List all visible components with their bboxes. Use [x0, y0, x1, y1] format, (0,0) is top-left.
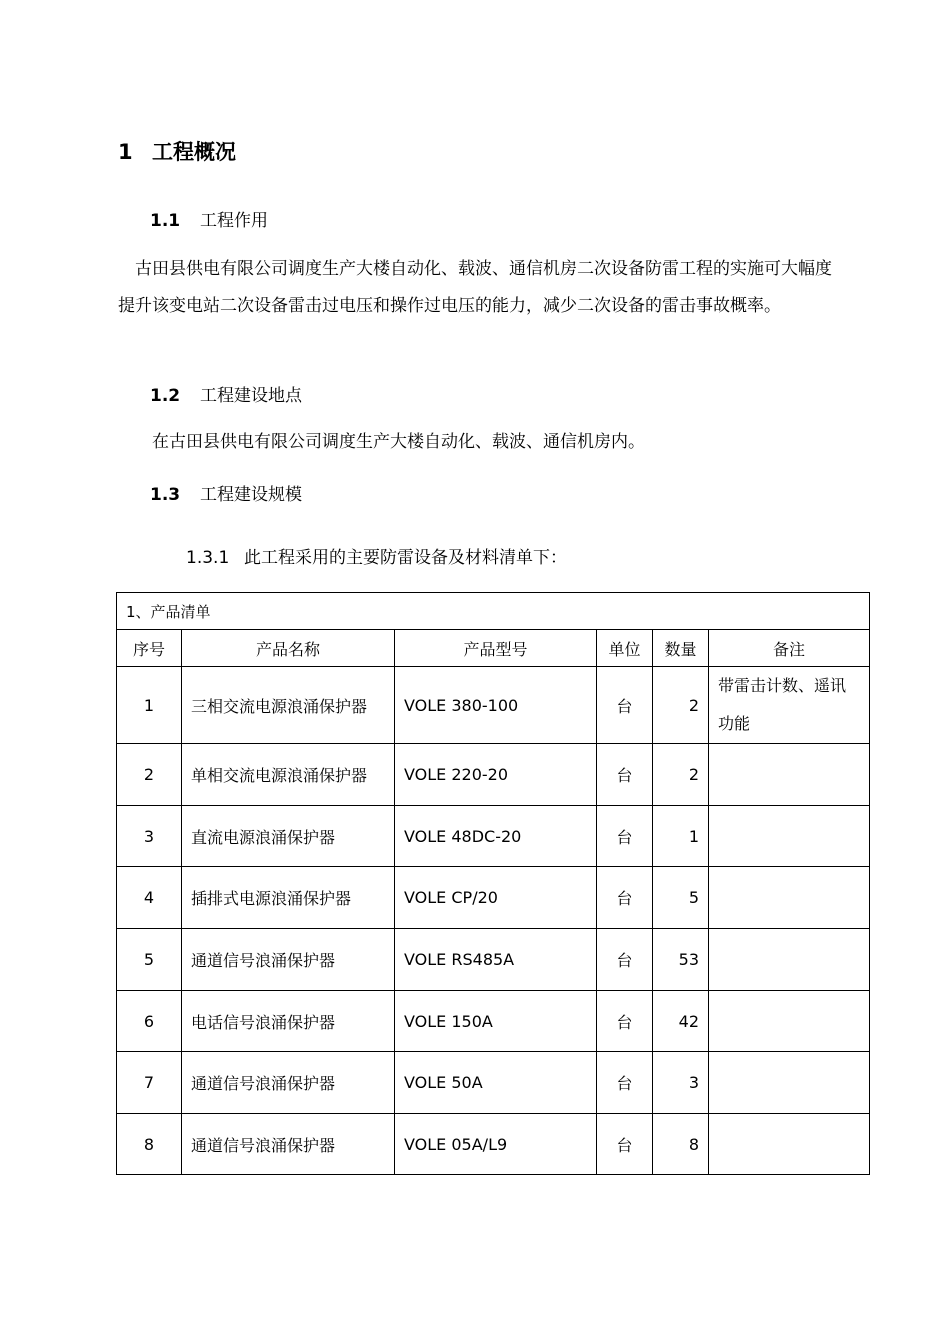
- subsection-number: 1.3: [150, 485, 181, 505]
- cell-unit: 台: [597, 1052, 653, 1114]
- paragraph-purpose: 古田县供电有限公司调度生产大楼自动化、载波、通信机房二次设备防雷工程的实施可大幅度提升该变电站二次设备雷击过电压和操作过电压的能力，减少二次设备的雷击事故概率。: [118, 259, 832, 316]
- header-name: 产品名称: [182, 630, 395, 667]
- cell-seq: 6: [117, 991, 182, 1052]
- header-model: 产品型号: [395, 630, 597, 667]
- cell-model: VOLE 220-20: [395, 744, 597, 806]
- table-row: [117, 991, 870, 1052]
- cell-name: 直流电源浪涌保护器: [182, 806, 395, 867]
- cell-unit: 台: [597, 1114, 653, 1175]
- cell-unit: 台: [597, 929, 653, 991]
- table-row: [117, 867, 870, 929]
- cell-model: VOLE 48DC-20: [395, 806, 597, 867]
- cell-unit: 台: [597, 667, 653, 744]
- subsection-title: 工程建设地点: [200, 386, 302, 406]
- cell-note: [709, 1114, 870, 1175]
- table-caption: 1、产品清单: [117, 593, 870, 630]
- cell-note: [709, 929, 870, 991]
- cell-name: 通道信号浪涌保护器: [182, 929, 395, 991]
- cell-name: 通道信号浪涌保护器: [182, 1114, 395, 1175]
- cell-name: 通道信号浪涌保护器: [182, 1052, 395, 1114]
- table-row: [117, 929, 870, 991]
- cell-note: [709, 744, 870, 806]
- section-heading: [118, 136, 236, 166]
- table-row: [117, 806, 870, 867]
- table-header-row: [117, 630, 870, 667]
- product-list-table: [116, 592, 870, 1175]
- cell-unit: 台: [597, 991, 653, 1052]
- cell-unit: 台: [597, 806, 653, 867]
- cell-qty: 2: [653, 667, 709, 744]
- subsection-title: 工程作用: [200, 211, 268, 231]
- subsection-heading-1-3: [150, 480, 302, 505]
- table-caption-row: [117, 593, 870, 630]
- table-row: [117, 744, 870, 806]
- cell-seq: 8: [117, 1114, 182, 1175]
- cell-qty: 53: [653, 929, 709, 991]
- cell-note: [709, 867, 870, 929]
- cell-note: 带雷击计数、遥讯功能: [709, 667, 870, 744]
- cell-seq: 2: [117, 744, 182, 806]
- header-unit: 单位: [597, 630, 653, 667]
- table-row: [117, 667, 870, 744]
- cell-seq: 4: [117, 867, 182, 929]
- header-qty: 数量: [653, 630, 709, 667]
- cell-model: VOLE RS485A: [395, 929, 597, 991]
- cell-model: VOLE CP/20: [395, 867, 597, 929]
- cell-qty: 8: [653, 1114, 709, 1175]
- subsection-title: 工程建设规模: [200, 485, 302, 505]
- cell-note: [709, 806, 870, 867]
- header-seq: 序号: [117, 630, 182, 667]
- cell-seq: 7: [117, 1052, 182, 1114]
- subsection-number: 1.1: [150, 211, 181, 231]
- subsubsection-title: 此工程采用的主要防雷设备及材料清单下：: [244, 548, 567, 568]
- cell-seq: 1: [117, 667, 182, 744]
- cell-unit: 台: [597, 744, 653, 806]
- cell-qty: 3: [653, 1052, 709, 1114]
- cell-qty: 5: [653, 867, 709, 929]
- paragraph-location: 在古田县供电有限公司调度生产大楼自动化、载波、通信机房内。: [118, 432, 645, 452]
- header-note: 备注: [709, 630, 870, 667]
- cell-name: 插排式电源浪涌保护器: [182, 867, 395, 929]
- cell-name: 电话信号浪涌保护器: [182, 991, 395, 1052]
- subsubsection-heading-1-3-1: [186, 543, 567, 568]
- cell-qty: 1: [653, 806, 709, 867]
- cell-qty: 2: [653, 744, 709, 806]
- cell-name: 单相交流电源浪涌保护器: [182, 744, 395, 806]
- cell-model: VOLE 150A: [395, 991, 597, 1052]
- cell-note: [709, 1052, 870, 1114]
- section-title: 工程概况: [152, 140, 236, 164]
- cell-qty: 42: [653, 991, 709, 1052]
- section-number: 1: [118, 140, 133, 164]
- cell-note: [709, 991, 870, 1052]
- cell-seq: 3: [117, 806, 182, 867]
- cell-unit: 台: [597, 867, 653, 929]
- table-row: [117, 1052, 870, 1114]
- subsection-heading-1-1: [150, 206, 268, 231]
- subsection-heading-1-2: [150, 381, 302, 406]
- cell-model: VOLE 50A: [395, 1052, 597, 1114]
- cell-seq: 5: [117, 929, 182, 991]
- subsubsection-number: 1.3.1: [186, 548, 230, 568]
- table-row: [117, 1114, 870, 1175]
- cell-model: VOLE 380-100: [395, 667, 597, 744]
- cell-name: 三相交流电源浪涌保护器: [182, 667, 395, 744]
- subsection-number: 1.2: [150, 386, 181, 406]
- cell-model: VOLE 05A/L9: [395, 1114, 597, 1175]
